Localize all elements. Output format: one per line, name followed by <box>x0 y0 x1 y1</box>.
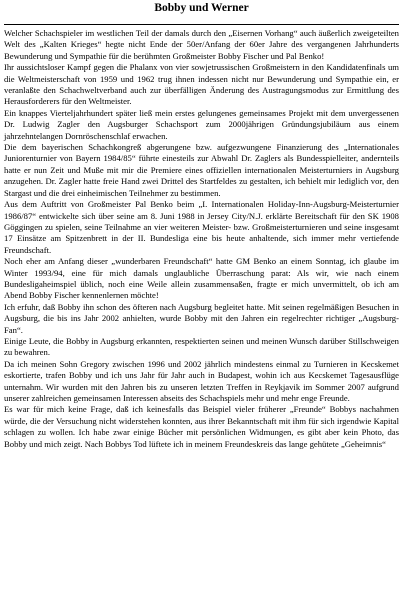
paragraph: Die dem bayerischen Schachkongreß abgerungene bzw. aufgezwungene Finanzierung des „Internationales Juniorenturnier von Bayern 1984/85“ führte einesteils zur Abwahl Dr. Zaglers als Bundesspielleiter, andernteils hatte er nun Zeit und Muße mit mir die Premiere eines offiziellen internationalen Meisterturniers in Augsburg anzugehen. Dr. Zagler hatte freie Hand zwei Drittel des Startfeldes zu gestalten, ich behielt mir lediglich vor, den Stargast und die drei einheimischen Teilnehmer zu bestimmen. <box>4 142 399 198</box>
paragraph: Ein knappes Vierteljahrhundert später ließ mein erstes gelungenes gemeinsames Projekt mit dem unvergessenen Dr. Ludwig Zagler den Augsburger Schachsport zum 2000jährigen Gründungsjubiläum aus einem jahrzehntelangen Dornröschenschlaf erwachen. <box>4 107 399 141</box>
paragraph: Einige Leute, die Bobby in Augsburg erkannten, respektierten seinen und meinen Wunsch darüber Stillschweigen zu bewahren. <box>4 335 399 358</box>
paragraph: Ihr aussichtsloser Kampf gegen die Phalanx von vier sowjetrussischen Großmeistern in den Kandidatenfinals um die Weltmeisterschaft von 1959 und 1962 trug ihnen indessen nicht nur Bewunderung und Sympathie ein, er veranlaßte den Schachweltverband auch zur überfälligen Änderung des Austragungsmodus zur Ermittlung des Herausforderers für den Weltmeister. <box>4 62 399 107</box>
paragraph: Ich erfuhr, daß Bobby ihn schon des öfteren nach Augsburg begleitet hatte. Mit seinen regelmäßigen Besuchen in Augsburg, die bis ins Jahr 2002 anhielten, wurde Bobby mit den Jahren ein regelrechter richtiger „Augsburg-Fan“. <box>4 301 399 335</box>
title-divider <box>4 24 399 25</box>
paragraph: Da ich meinen Sohn Gregory zwischen 1996 und 2002 jährlich mindestens einmal zu Turnieren in Kecskemet eskortierte, trafen Bobby und ich uns Jahr für Jahr auch in Budapest, wohin ich aus Kecskemet Tagesausflüge unternahm. Wir wurden mit den Jahren bis zu unseren letzten Treffen in Reykjavik im Sommer 2007 aufgrund unserer zahlreichen gemeinsamen Interessen abseits des Schachspiels mehr und mehr enge Freunde. <box>4 358 399 403</box>
paragraph: Welcher Schachspieler im westlichen Teil der damals durch den „Eisernen Vorhang“ auch äußerlich zweigeteilten Welt des „Kalten Krieges“ hegte nicht Ende der 50er/Anfang der 60er Jahre des vergangenen Jahrhunderts Bewunderung und Sympathie für die berühmten Großmeister Bobby Fischer und Pal Benko! <box>4 28 399 61</box>
paragraph: Es war für mich keine Frage, daß ich keinesfalls das Beispiel vieler früherer „Freunde“ Bobbys nachahmen würde, die der Versuchung nicht widerstehen konnten, aus ihrer Bekanntschaft mit ihm für sich irgendwie Kapital schlagen zu wollen. Ich habe zwar einige Bücher mit persönlichen Widmungen, es gibt aber kein Photo, das Bobby und mich zeigt. Nach Bobbys Tod lüftete ich in meinem Freundeskreis das lange gehütete „Geheimnis“ <box>4 404 399 449</box>
article-body <box>4 28 399 450</box>
paragraph: Noch eher am Anfang dieser „wunderbaren Freundschaft“ hatte GM Benko an einem Sonntag, ich glaube im Winter 1993/94, eine für mich damals unglaubliche Überraschung parat: Als wir, wie nach einem Bundesligaheimspiel üblich, noch eine Weile allein zusammensaßen, fragte er mich unvermittelt, ob ich am Abend Bobby Fischer kennenlernen möchte! <box>4 256 399 301</box>
paragraph: Aus dem Auftritt von Großmeister Pal Benko beim „I. Internationalen Holiday-Inn-Augsburg-Meisterturnier 1986/87“ entwickelte sich über seine am 8. Juni 1988 in Jersey City/N.J. erklärte Bereitschaft für den SK 1908 Göggingen zu spielen, seine Teilnahme an vier weiteren Meister- bzw. Großmeisterturnieren und seine insgesamt 17 Einsätze am Spitzenbrett in der II. Bundesliga eine bis heute anhaltende, sich immer mehr vertiefende Freundschaft. <box>4 199 399 255</box>
page-title: Bobby und Werner <box>154 2 249 14</box>
